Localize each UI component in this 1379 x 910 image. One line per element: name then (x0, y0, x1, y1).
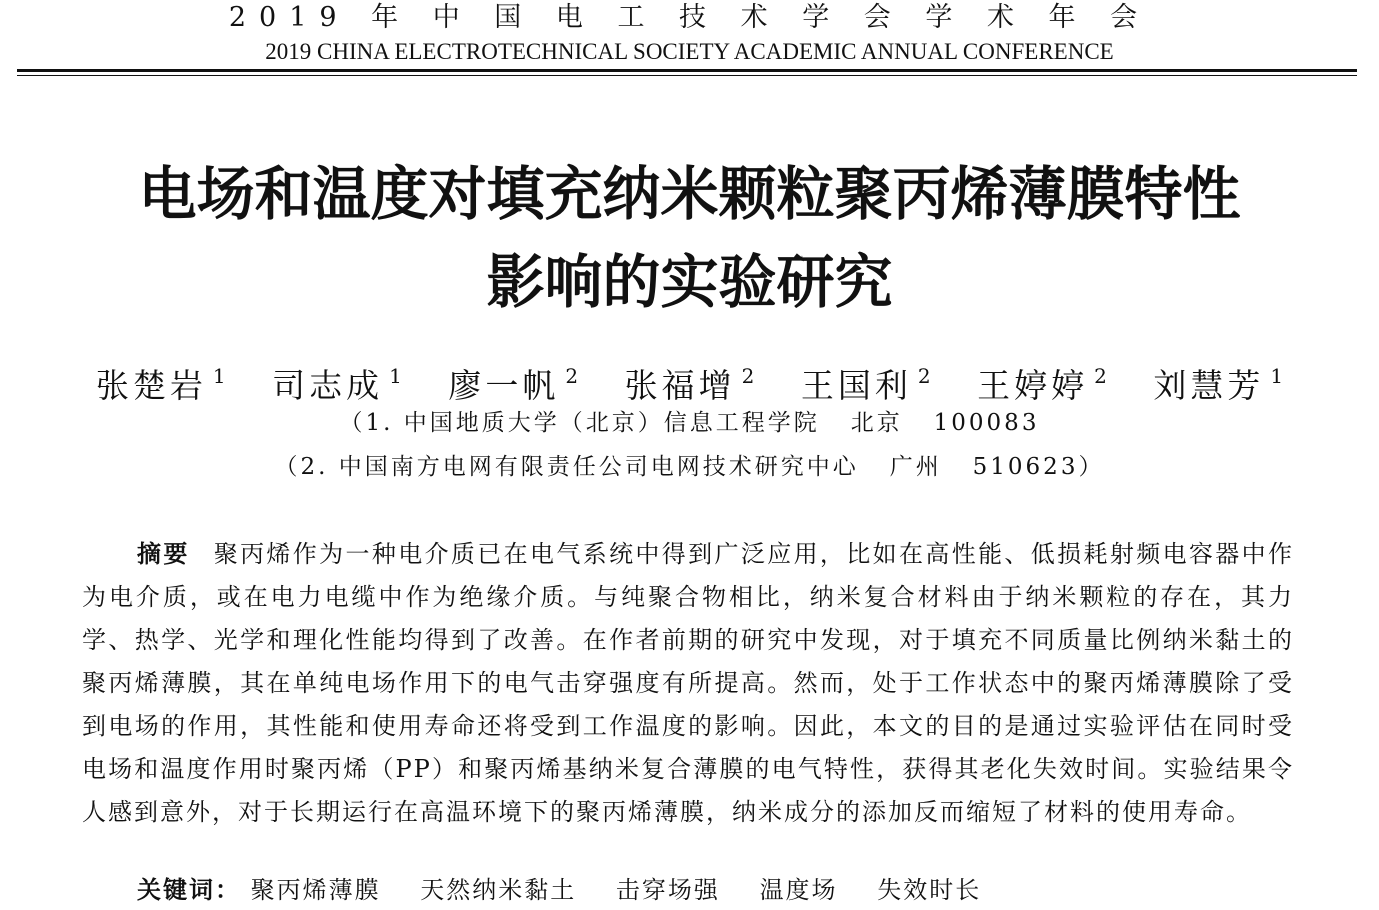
author-name: 张楚岩 (95, 366, 207, 405)
author-name: 司志成 (272, 366, 384, 405)
keyword: 聚丙烯薄膜 (250, 876, 381, 904)
author-affiliation-mark: 1 (212, 364, 226, 388)
keyword: 天然纳米黏土 (420, 876, 577, 904)
header-rule-thin (17, 75, 1357, 76)
author (448, 354, 578, 408)
keyword: 温度场 (759, 876, 838, 904)
author-name: 廖一帆 (448, 366, 560, 405)
keywords (137, 870, 1011, 910)
author-affiliation-mark: 2 (565, 364, 579, 388)
author (1153, 354, 1283, 408)
author-name: 王国利 (800, 366, 912, 405)
paper-title-line-2: 影响的实验研究 (486, 248, 893, 316)
affiliation-1: （1. 中国地质大学（北京）信息工程学院 北京 100083 (339, 410, 1040, 436)
author-name: 刘慧芳 (1153, 366, 1265, 405)
conference-title-en: 2019 CHINA ELECTROTECHNICAL SOCIETY ACADEMIC ANNUAL CONFERENCE (265, 39, 1114, 64)
keyword: 击穿场强 (615, 876, 720, 904)
affiliation-2: （2. 中国南方电网有限责任公司电网技术研究中心 广州 510623） (274, 454, 1105, 480)
author-affiliation-mark: 2 (741, 364, 755, 388)
header-rule-thick (17, 69, 1357, 72)
abstract-text: 聚丙烯作为一种电介质已在电气系统中得到广泛应用，比如在高性能、低损耗射频电容器中作为电介质，或在电力电缆中作为绝缘介质。与纯聚合物相比，纳米复合材料由于纳米颗粒的存在，其力学、热学、光学和理化性能均得到了改善。在作者前期的研究中发现，对于填充不同质量比例纳米黏土的聚丙烯薄膜，其在单纯电场作用下的电气击穿强度有所提高。然而，处于工作状态中的聚丙烯薄膜除了受到电场的作用，其性能和使用寿命还将受到工作温度的影响。因此，本文的目的是通过实验评估在同时受电场和温度作用时聚丙烯（PP）和聚丙烯基纳米复合薄膜的电气特性，获得其老化失效时间。实验结果令人感到意外，对于长期运行在高温环境下的聚丙烯薄膜，纳米成分的添加反而缩短了材料的使用寿命。 (82, 540, 1295, 826)
author (272, 354, 402, 408)
keywords-label: 关键词： (137, 876, 241, 904)
author (96, 354, 226, 408)
author-affiliation-mark: 1 (1270, 364, 1284, 388)
conference-title-cn: 2019 年 中 国 电 工 技 术 学 会 学 术 年 会 (228, 2, 1151, 33)
author-affiliation-mark: 1 (389, 364, 402, 388)
author-name: 张福增 (624, 366, 736, 405)
author (625, 354, 755, 408)
paper-title-line-1: 电场和温度对填充纳米颗粒聚丙烯薄膜特性 (138, 160, 1241, 228)
author-name: 王婷婷 (977, 366, 1089, 405)
paper-title (0, 150, 1379, 326)
abstract (82, 533, 1294, 834)
author (977, 354, 1107, 408)
keyword: 失效时长 (877, 876, 982, 904)
author-list (0, 354, 1379, 408)
author-affiliation-mark: 2 (917, 364, 931, 388)
abstract-label: 摘要 (137, 540, 190, 568)
author (801, 354, 931, 408)
author-affiliation-mark: 2 (1094, 364, 1107, 388)
